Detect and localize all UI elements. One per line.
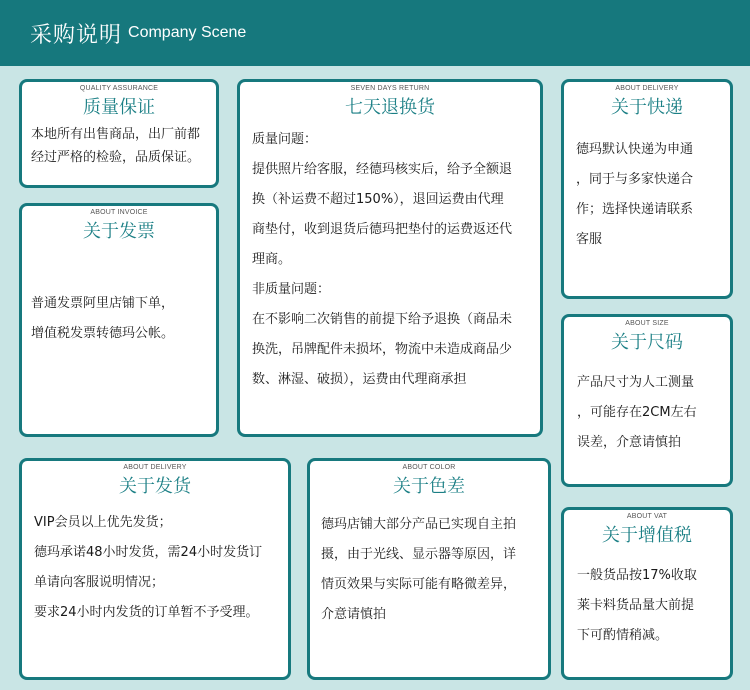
card-en-title: SEVEN DAYS RETURN (350, 85, 430, 92)
card-body: 德玛默认快递为申通 ，同于与多家快递合 作；选择快递请联系 客服 (576, 142, 694, 247)
card-about-color (307, 458, 551, 680)
card-quality-assurance (19, 79, 219, 188)
page-title: 采购说明 (30, 22, 123, 48)
card-cn-title: 关于快递 (611, 97, 683, 118)
card-en-title: ABOUT VAT (626, 513, 668, 520)
card-cn-title: 质量保证 (83, 97, 155, 118)
card-en-title: ABOUT SIZE (625, 320, 669, 327)
card-en-title: ABOUT DELIVERY (123, 464, 187, 471)
card-body: 德玛店铺大部分产品已实现自主拍 摄，由于光线、显示器等原因，详 情页效果与实际可能有略微差异， 介意请慎拍 (321, 517, 517, 622)
card-en-title: ABOUT INVOICE (90, 209, 148, 216)
card-about-shipping (19, 458, 291, 680)
card-en-title: ABOUT COLOR (402, 464, 456, 471)
card-cn-title: 七天退换货 (345, 97, 435, 118)
card-cn-title: 关于发票 (83, 221, 155, 242)
card-cn-title: 关于发货 (119, 476, 191, 497)
card-body: 本地所有出售商品，出厂前都 经过严格的检验，品质保证。 (31, 127, 201, 165)
card-body: 一般货品按17%收取 莱卡料货品量大前提 下可酌情稍减。 (577, 568, 697, 643)
card-about-invoice (19, 203, 219, 437)
card-en-title: QUALITY ASSURANCE (79, 85, 159, 92)
card-body: 质量问题： 提供照片给客服，经德玛核实后，给予全额退 换（补运费不超过150%），退回运费由代理 商垫付，收到退货后德玛把垫付的运费返还代 理商。 非质量问题： 在不影响二次销售的前提下给予退换（商品未 换洗，吊牌配件未损坏，物流中未造成商品少 数、淋湿、破损），运费由代理商承担 (252, 132, 513, 387)
card-body: VIP会员以上优先发货； 德玛承诺48小时发货，需24小时发货订 单请向客服说明情况； 要求24小时内发货的订单暂不予受理。 (34, 515, 263, 620)
card-body: 普通发票阿里店铺下单， 增值税发票转德玛公帐。 (31, 296, 175, 341)
card-about-size (561, 314, 733, 487)
card-about-express (561, 79, 733, 299)
card-seven-days-return (237, 79, 543, 437)
card-cn-title: 关于色差 (393, 476, 465, 497)
card-cn-title: 关于尺码 (611, 332, 683, 353)
card-body: 产品尺寸为人工测量 ，可能存在2CM左右 误差，介意请慎拍 (577, 375, 697, 450)
card-cn-title: 关于增值税 (602, 525, 692, 546)
page-subtitle: Company Scene (128, 24, 247, 41)
card-about-vat (561, 507, 733, 680)
page-header (0, 0, 750, 66)
card-en-title: ABOUT DELIVERY (615, 85, 679, 92)
